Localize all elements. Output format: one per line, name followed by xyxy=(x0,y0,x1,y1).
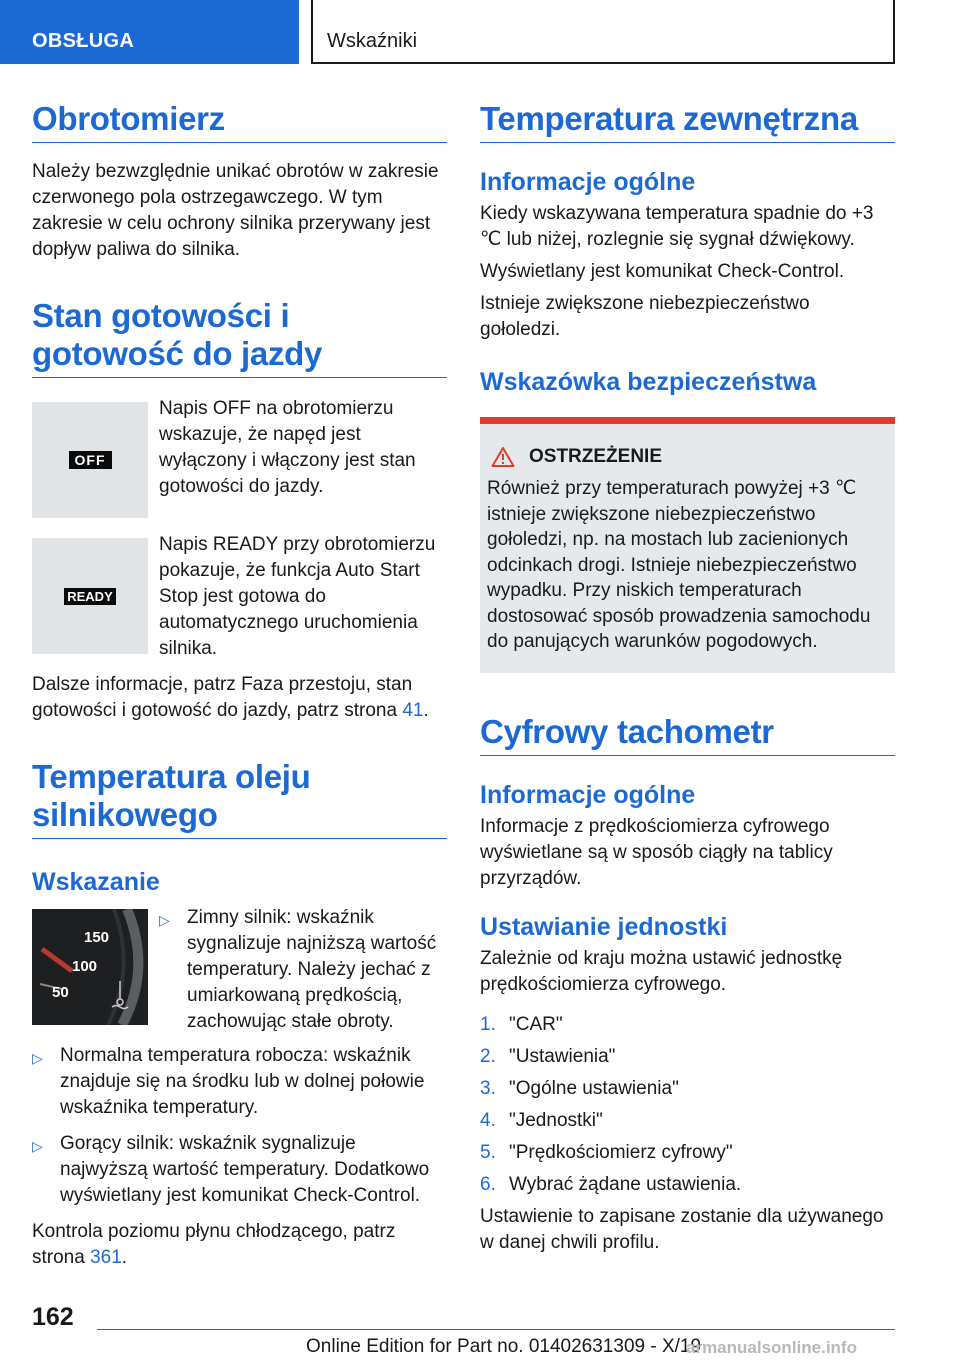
heading-temperatura-oleju: Temperatura oleju silnikowego xyxy=(32,758,447,839)
triangle-bullet-icon: ▷ xyxy=(32,1050,43,1066)
temp-text-3: Istnieje zwiększone niebezpieczeństwo gołoledzi. xyxy=(480,293,810,340)
list-item: 6. Wybrać żądane ustawienia. xyxy=(480,1173,742,1195)
page-link-41[interactable]: 41 xyxy=(402,700,424,721)
bullet-cold: ▷ Zimny silnik: wskaźnik sygnalizuje najniższą wartość temperatury. Należy jechać z umiarkowaną prędkością, zachowując stałe obroty. xyxy=(159,905,447,1035)
ready-indicator-text: Napis READY przy obrotomierzu pokazuje, że funkcja Auto Start Stop jest gotowa do automatycznego uruchomienia silnika. xyxy=(159,534,436,659)
gauge-label-100: 100 xyxy=(72,958,98,975)
temp-text-1: Kiedy wskazywana temperatura spadnie do +3 ℃ lub niżej, rozlegnie się sygnał dźwiękowy. xyxy=(480,203,874,250)
off-indicator-row xyxy=(32,398,447,518)
triangle-bullet-icon: ▷ xyxy=(159,912,170,928)
tacho-text: Informacje z prędkościomierza cyfrowego wyświetlane są w sposób ciągły na tablicy przyrządów. xyxy=(480,815,833,889)
triangle-bullet-icon: ▷ xyxy=(32,1138,43,1154)
footer-divider xyxy=(97,1329,895,1330)
bullet-hot: ▷ Gorący silnik: wskaźnik sygnalizuje najwyższą wartość temperatury. Dodatkowo wyświetlany jest komunikat Check-Control. xyxy=(32,1131,447,1209)
warning-box xyxy=(480,417,895,673)
topic-title: Wskaźniki xyxy=(311,0,895,64)
gauge-label-50: 50 xyxy=(52,984,69,1001)
gauge-row xyxy=(32,909,447,1035)
subheading-informacje-ogolne-2: Informacje ogólne xyxy=(480,780,696,809)
warning-title: OSTRZEŻENIE xyxy=(487,446,887,468)
temp-text-2: Wyświetlany jest komunikat Check-Control. xyxy=(480,261,845,282)
heading-cyfrowy-tachometr: Cyfrowy tachometr xyxy=(480,713,895,756)
subheading-informacje-ogolne: Informacje ogólne xyxy=(480,168,696,196)
left-column xyxy=(32,100,447,1281)
oil-temp-gauge-image xyxy=(32,909,148,1025)
subheading-wskazowka: Wskazówka bezpieczeństwa xyxy=(480,368,817,396)
coolant-text: Kontrola poziomu płynu chłodzącego, patrz strona 361. xyxy=(32,1221,396,1268)
heading-temperatura-zewnetrzna: Temperatura zewnętrzna xyxy=(480,100,895,143)
gauge-label-150: 150 xyxy=(84,929,110,946)
subheading-ustawianie-jednostki: Ustawianie jednostki xyxy=(480,912,728,941)
page-link-361[interactable]: 361 xyxy=(90,1247,122,1268)
off-indicator-text: Napis OFF na obrotomierzu wskazuje, że napęd jest wyłączony i włączony jest stan gotowości do jazdy. xyxy=(159,398,416,497)
more-info-text: Dalsze informacje, patrz Faza przestoju, stan gotowości i gotowość do jazdy, patrz strona 41. xyxy=(32,674,429,721)
off-indicator-image xyxy=(32,402,148,518)
edition-text: Online Edition for Part no. 01402631309 - X/19 xyxy=(306,1336,702,1357)
heading-stan-gotowosci: Stan gotowości i gotowość do jazdy xyxy=(32,297,447,378)
ready-indicator-image xyxy=(32,538,148,654)
heading-obrotomierz: Obrotomierz xyxy=(32,100,447,143)
steps-list xyxy=(480,1012,895,1198)
obrotomierz-text: Należy bezwzględnie unikać obrotów w zakresie czerwonego pola ostrzegawczego. W tym zakresie w celu ochrony silnika przerywany jest dopływ paliwa do silnika. xyxy=(32,161,439,260)
page-number: 162 xyxy=(32,1303,74,1331)
ready-label: READY xyxy=(64,588,116,605)
list-item: 3. "Ogólne ustawienia" xyxy=(480,1077,679,1099)
subheading-wskazanie: Wskazanie xyxy=(32,868,160,896)
bullet-normal: ▷ Normalna temperatura robocza: wskaźnik znajduje się na środku lub w dolnej połowie wskaźnika temperatury. xyxy=(32,1043,447,1121)
list-item: 1. "CAR" xyxy=(480,1013,563,1035)
warning-text: Również przy temperaturach powyżej +3 ℃ istnieje zwiększone niebezpieczeństwo gołoledzi, np. na mostach lub zacienionych odcinkach drogi. Istnieje niebezpieczeństwo wypadku. Przy niskich temperaturach dostosować sposób prowadzenia samochodu do panujących warunków pogodowych. xyxy=(487,478,871,652)
list-item: 5. "Prędkościomierz cyfrowy" xyxy=(480,1141,733,1163)
off-label: OFF xyxy=(69,451,112,469)
ready-indicator-row xyxy=(32,534,447,662)
section-tab: OBSŁUGA xyxy=(0,0,299,64)
list-item: 4. "Jednostki" xyxy=(480,1109,603,1131)
unit-text: Zależnie od kraju można ustawić jednostkę prędkościomierza cyfrowego. xyxy=(480,947,843,995)
watermark: armanualsonline.info xyxy=(686,1338,857,1357)
right-column xyxy=(480,100,895,1266)
list-item: 2. "Ustawienia" xyxy=(480,1045,616,1067)
final-text: Ustawienie to zapisane zostanie dla używanego w danej chwili profilu. xyxy=(480,1205,884,1253)
warning-triangle-icon xyxy=(491,446,515,468)
